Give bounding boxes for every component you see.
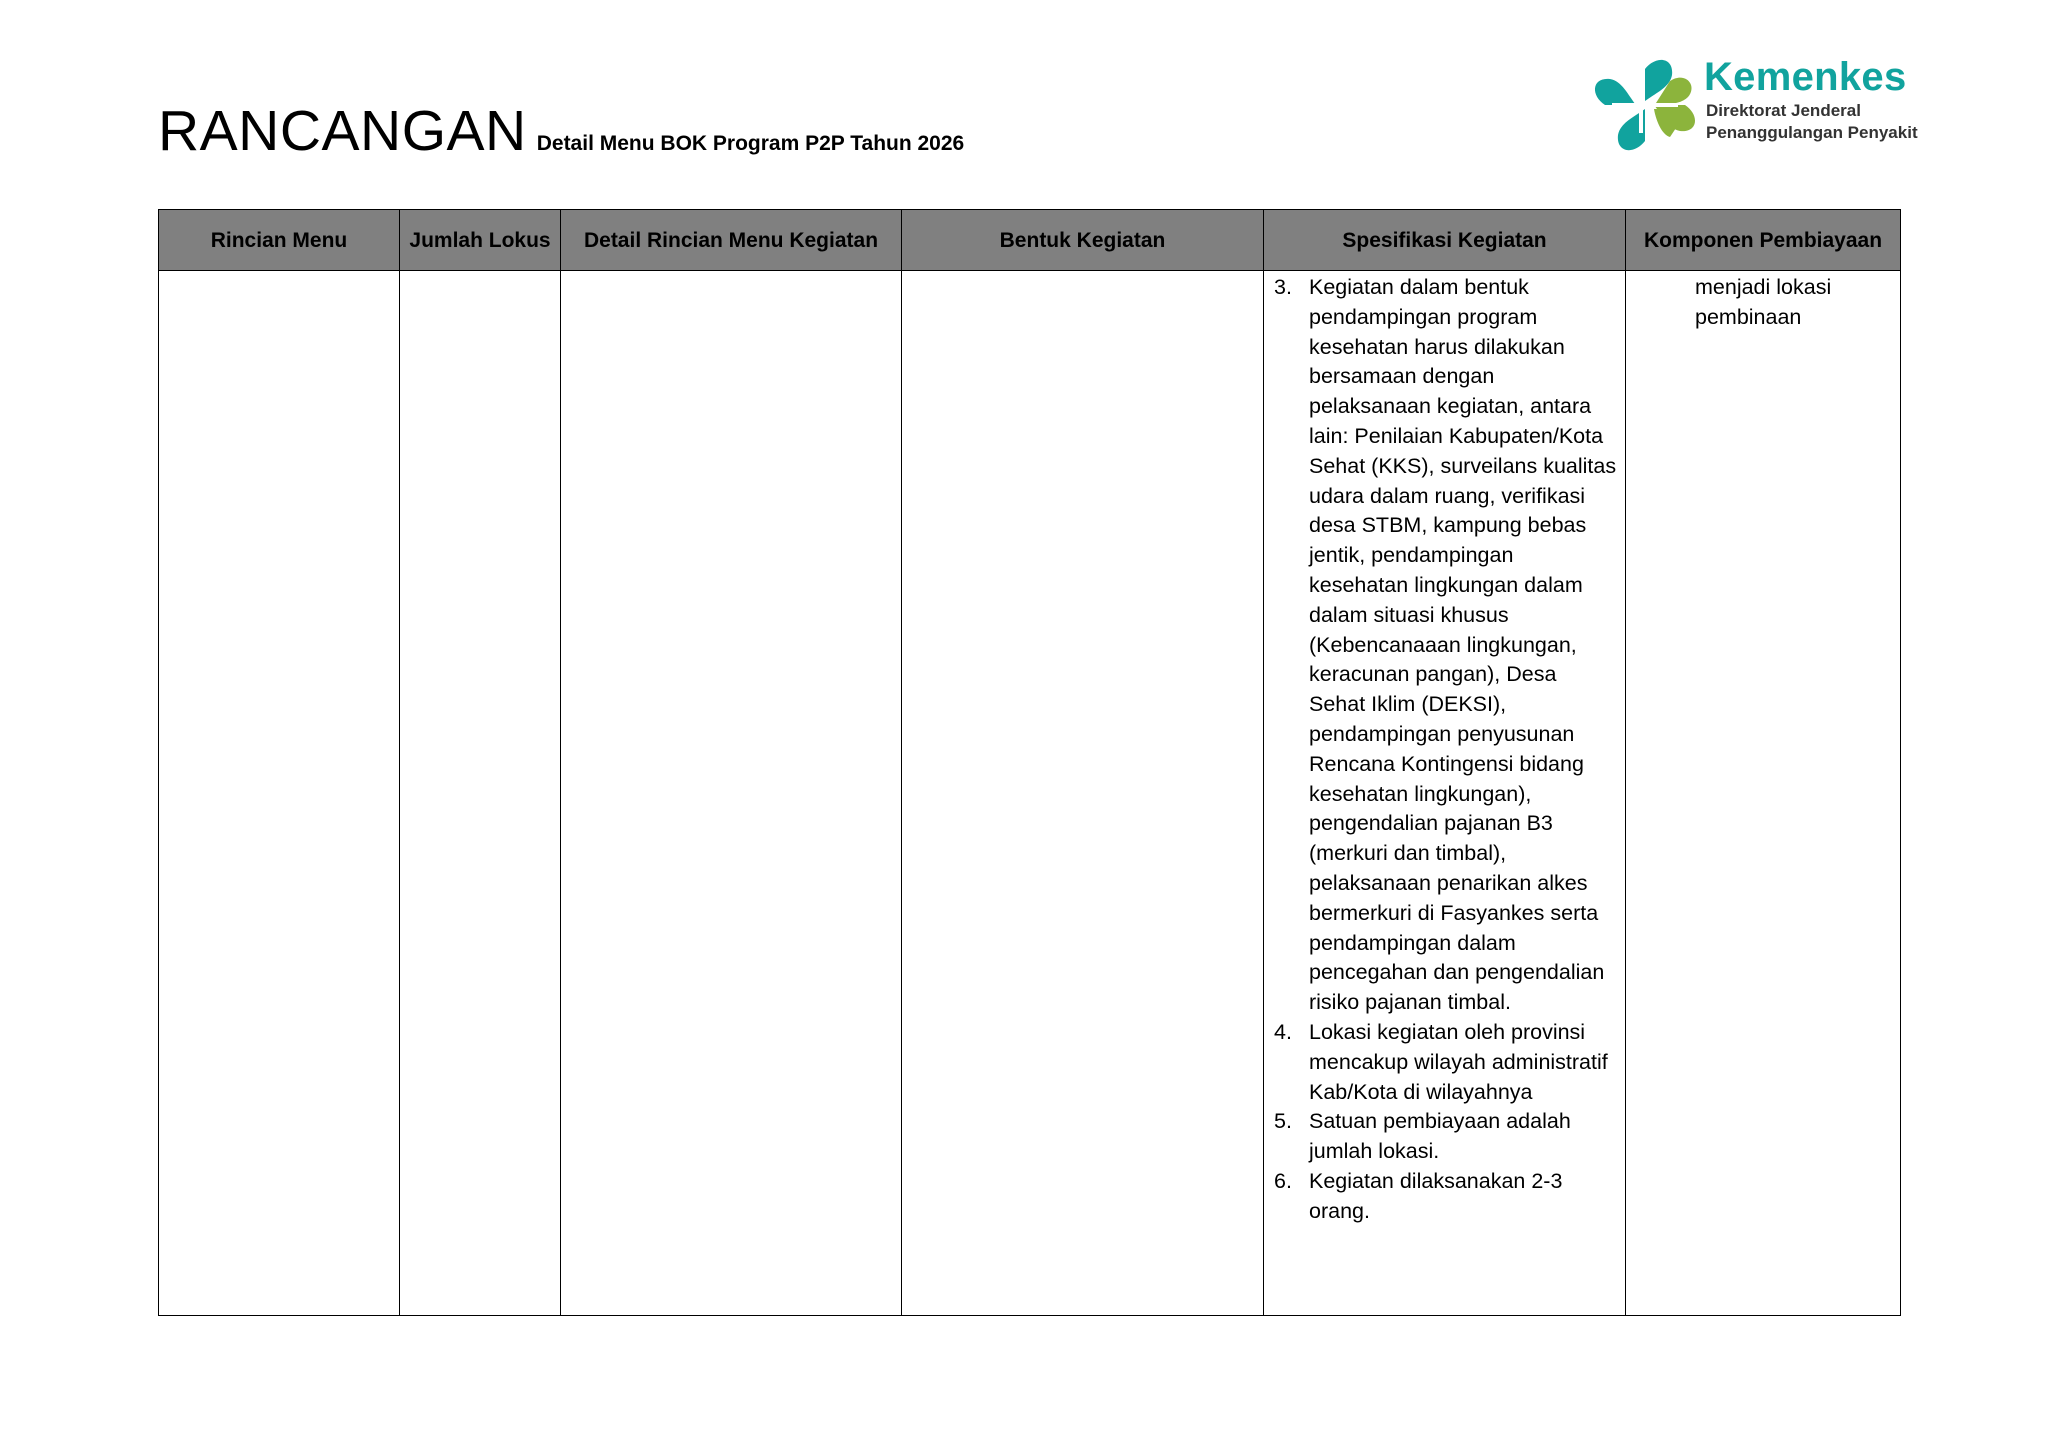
cell-jumlah-lokus [400,271,561,1316]
cell-bentuk-kegiatan [902,271,1264,1316]
logo-name: Kemenkes [1704,55,1907,99]
cell-detail-rincian [561,271,902,1316]
kemenkes-logo [1590,55,1950,155]
table-row [159,271,1901,1316]
col-header-rincian-menu: Rincian Menu [159,210,400,271]
komponen-text: menjadi lokasi pembinaan [1695,275,1832,329]
list-item-number: 5. [1274,1109,1292,1134]
col-header-jumlah-lokus: Jumlah Lokus [400,210,561,271]
list-item [1274,273,1617,1018]
logo-line-1: Direktorat Jenderal [1706,101,1861,120]
list-item-number: 3. [1274,275,1292,299]
col-header-detail-rincian: Detail Rincian Menu Kegiatan [561,210,902,271]
kemenkes-emblem-icon [1590,55,1700,155]
cell-rincian-menu [159,271,400,1316]
cell-komponen [1626,271,1901,1316]
list-item [1274,1018,1617,1107]
list-item-number: 6. [1274,1168,1292,1193]
list-item-text: Satuan pembiayaan adalah jumlah lokasi. [1309,1109,1571,1164]
table-header-row [159,210,1901,271]
title-main: RANCANGAN [158,99,527,163]
logo-line-2: Penanggulangan Penyakit [1706,123,1918,142]
list-item-text: Kegiatan dilaksanakan 2-3 orang. [1309,1168,1563,1223]
list-item-number: 4. [1274,1019,1292,1044]
col-header-komponen: Komponen Pembiayaan [1626,210,1901,271]
col-header-bentuk-kegiatan: Bentuk Kegiatan [902,210,1264,271]
list-item [1274,1167,1617,1227]
cell-spesifikasi [1264,271,1626,1316]
page-title [158,98,964,164]
list-item [1274,1107,1617,1167]
spesifikasi-list [1264,271,1625,1227]
title-subtitle: Detail Menu BOK Program P2P Tahun 2026 [536,132,965,155]
col-header-spesifikasi: Spesifikasi Kegiatan [1264,210,1626,271]
menu-table [158,209,1901,1316]
list-item-text: Lokasi kegiatan oleh provinsi mencakup wilayah administratif Kab/Kota di wilayahnya [1309,1019,1608,1104]
list-item-text: Kegiatan dalam bentuk pendampingan program kesehatan harus dilakukan bersamaan dengan pelaksanaan kegiatan, antara lain: Penilaian Kabupaten/Kota Sehat (KKS), surveilans kualitas udara dalam ruang, verifikasi desa STBM, kampung bebas jentik, pendampingan kesehatan lingkungan dalam dalam situasi khusus (Kebencanaaan lingkungan, keracunan pangan), Desa Sehat Iklim (DEKSI), pendampingan penyusunan Rencana Kontingensi bidang kesehatan lingkungan), pengendalian pajanan B3 (merkuri dan timbal), pelaksanaan penarikan alkes bermerkuri di Fasyankes serta pendampingan dalam pencegahan dan pengendalian risiko pajanan timbal. [1309,275,1617,1015]
